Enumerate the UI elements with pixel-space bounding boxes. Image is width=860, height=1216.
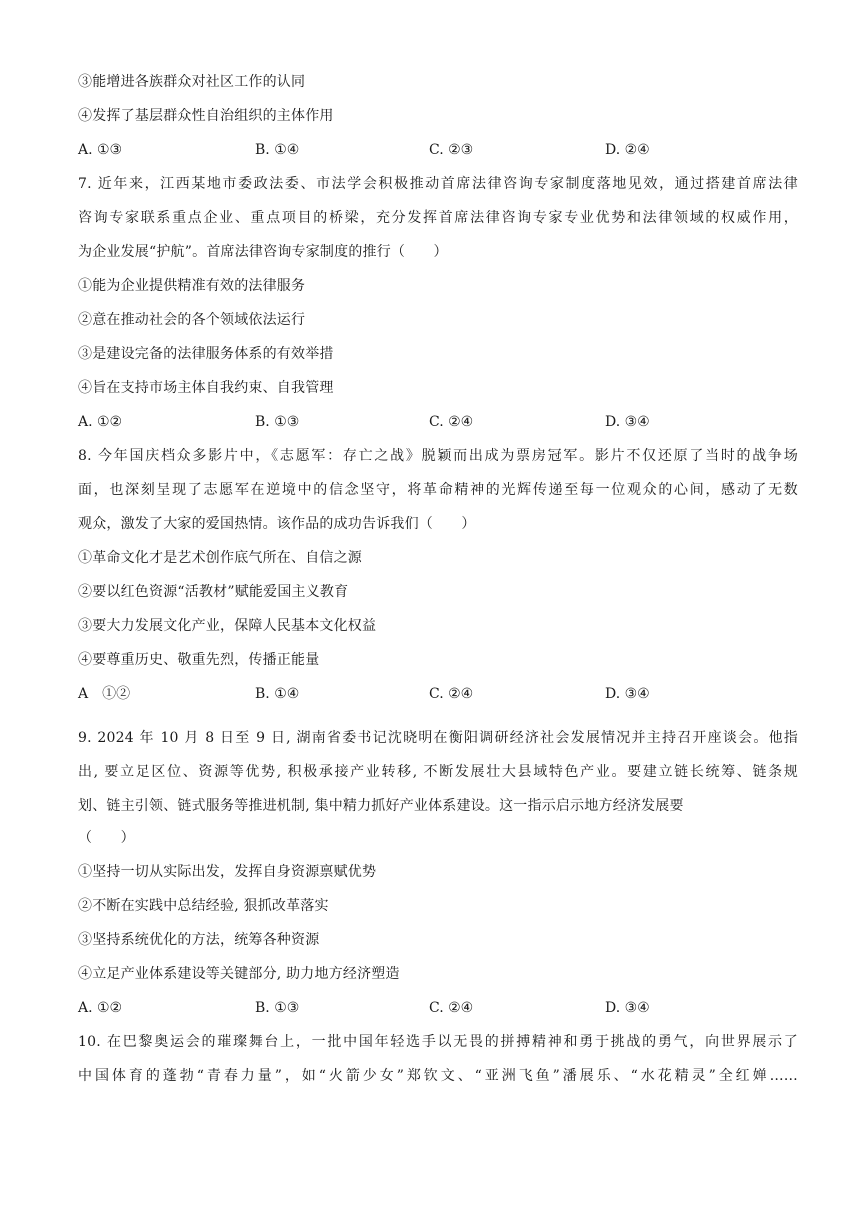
q9-option-b: B. ①③	[255, 1000, 300, 1016]
q7-statement-3: ③是建设完备的法律服务体系的有效举措	[78, 346, 334, 362]
q7-option-c: C. ②④	[429, 414, 474, 430]
q10-stem-line-1: 10. 在巴黎奥运会的璀璨舞台上，一批中国年轻选手以无畏的拼搏精神和勇于挑战的勇气，向世界展示了	[78, 1034, 798, 1050]
q7-option-b: B. ①③	[255, 414, 300, 430]
q9-statement-4: ④立足产业体系建设等关键部分, 助力地方经济塑造	[78, 966, 400, 982]
q8-options	[78, 684, 798, 704]
q7-stem-line-2: 咨询专家联系重点企业、重点项目的桥梁，充分发挥首席法律咨询专家专业优势和法律领域的权威作用，	[78, 210, 798, 226]
q6-option-c: C. ②③	[429, 142, 474, 158]
q8-stem-line-3: 观众，激发了大家的爱国热情。该作品的成功告诉我们（ ）	[78, 516, 476, 532]
q7-statement-4: ④旨在支持市场主体自我约束、自我管理	[78, 380, 334, 396]
q8-option-d: D. ③④	[605, 686, 650, 702]
q9-statement-1: ①坚持一切从实际出发，发挥自身资源禀赋优势	[78, 864, 377, 880]
q8-option-a: A ①②	[78, 686, 131, 702]
q6-option-d: D. ②④	[605, 142, 650, 158]
q9-stem-line-4: （ ）	[78, 830, 135, 846]
q8-stem-line-2: 面，也深刻呈现了志愿军在逆境中的信念坚守，将革命精神的光辉传递至每一位观众的心间，感动了无数	[78, 482, 798, 498]
q7-stem-line-3: 为企业发展“护航”。首席法律咨询专家制度的推行（ ）	[78, 244, 448, 260]
q9-stem-line-2: 出, 要立足区位、资源等优势, 积极承接产业转移, 不断发展壮大县域特色产业。要建立链长统筹、链条规	[78, 764, 798, 780]
q9-stem-line-1: 9. 2024 年 10 月 8 日至 9 日, 湖南省委书记沈晓明在衡阳调研经济社会发展情况并主持召开座谈会。他指	[78, 730, 798, 746]
q7-option-a: A. ①②	[78, 414, 123, 430]
q9-options	[78, 998, 798, 1018]
q6-option-a: A. ①③	[78, 142, 123, 158]
q9-stem-line-3: 划、链主引领、链式服务等推进机制, 集中精力抓好产业体系建设。这一指示启示地方经济发展要	[78, 798, 684, 814]
q6-options	[78, 140, 798, 160]
q6-option-b: B. ①④	[255, 142, 300, 158]
q7-statement-1: ①能为企业提供精准有效的法律服务	[78, 278, 306, 294]
q8-stem-line-1: 8. 今年国庆档众多影片中，《志愿军：存亡之战》脱颖而出成为票房冠军。影片不仅还原了当时的战争场	[78, 448, 798, 464]
q7-statement-2: ②意在推动社会的各个领域依法运行	[78, 312, 306, 328]
q7-option-d: D. ③④	[605, 414, 650, 430]
q8-statement-4: ④要尊重历史、敬重先烈，传播正能量	[78, 652, 320, 668]
q6-statement-3: ③能增进各族群众对社区工作的认同	[78, 74, 306, 90]
q8-statement-3: ③要大力发展文化产业，保障人民基本文化权益	[78, 618, 377, 634]
q9-option-a: A. ①②	[78, 1000, 123, 1016]
q9-option-c: C. ②④	[429, 1000, 474, 1016]
q8-statement-1: ①革命文化才是艺术创作底气所在、自信之源	[78, 550, 362, 566]
q9-statement-3: ③坚持系统优化的方法，统筹各种资源	[78, 932, 320, 948]
q6-statement-4: ④发挥了基层群众性自治组织的主体作用	[78, 108, 334, 124]
q8-statement-2: ②要以红色资源“活教材”赋能爱国主义教育	[78, 584, 349, 600]
q10-stem-line-2: 中国体育的蓬勃“青春力量”，如“火箭少女”郑钦文、“亚洲飞鱼”潘展乐、“水花精灵”全红婵……	[78, 1068, 798, 1084]
q9-statement-2: ②不断在实践中总结经验, 狠抓改革落实	[78, 898, 329, 914]
q7-options	[78, 412, 798, 432]
q8-option-b: B. ①④	[255, 686, 300, 702]
q9-option-d: D. ③④	[605, 1000, 650, 1016]
q8-option-c: C. ②④	[429, 686, 474, 702]
q7-stem-line-1: 7. 近年来，江西某地市委政法委、市法学会积极推动首席法律咨询专家制度落地见效，通过搭建首席法律	[78, 176, 798, 192]
